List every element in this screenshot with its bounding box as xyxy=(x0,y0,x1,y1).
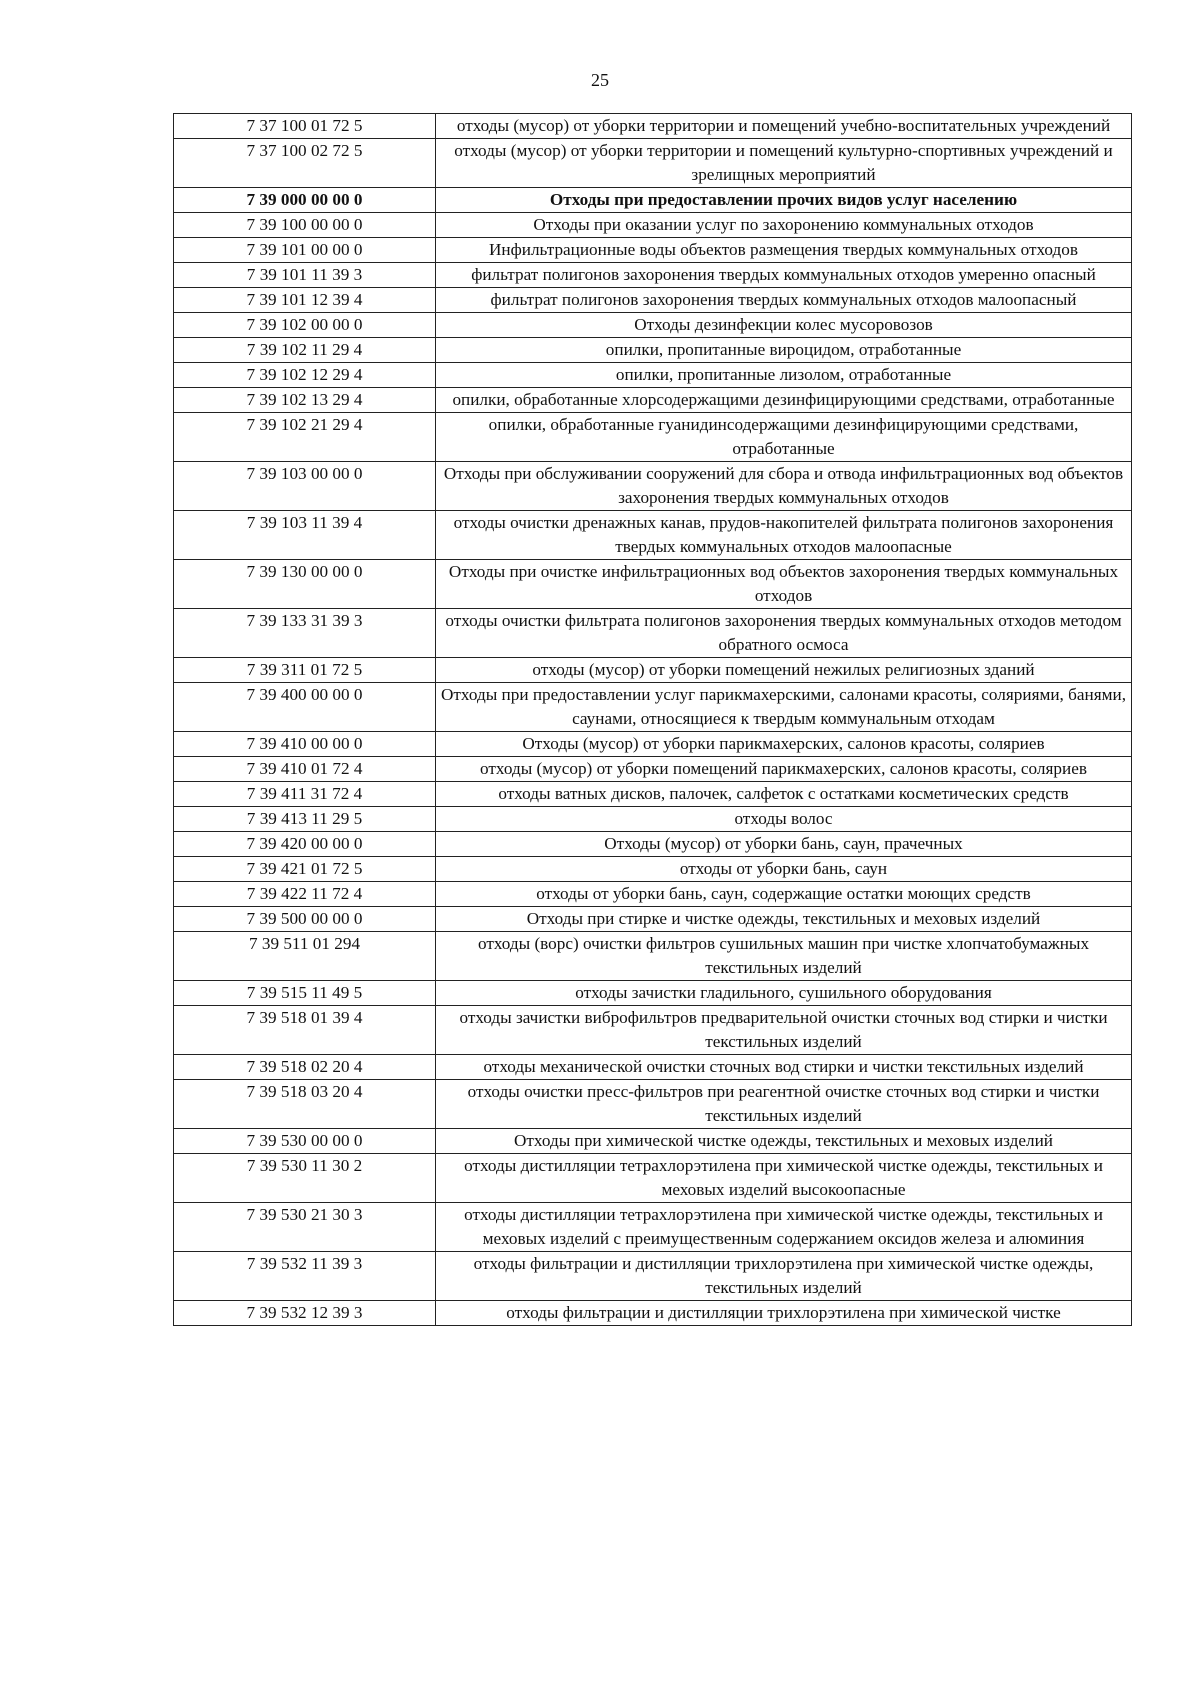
waste-code-cell: 7 39 411 31 72 4 xyxy=(174,782,436,807)
table-row xyxy=(174,560,1132,609)
waste-code-cell: 7 39 413 11 29 5 xyxy=(174,807,436,832)
waste-code-cell: 7 37 100 02 72 5 xyxy=(174,139,436,188)
waste-description-cell: отходы (мусор) от уборки помещений парикмахерских, салонов красоты, соляриев xyxy=(436,757,1132,782)
waste-description-cell: опилки, пропитанные вироцидом, отработанные xyxy=(436,338,1132,363)
waste-classification-table xyxy=(173,113,1132,1326)
waste-code-cell: 7 39 500 00 00 0 xyxy=(174,907,436,932)
table-body xyxy=(174,114,1132,1326)
waste-description-cell: отходы дистилляции тетрахлорэтилена при химической чистке одежды, текстильных и меховых изделий высокоопасные xyxy=(436,1154,1132,1203)
waste-description-cell: отходы зачистки виброфильтров предварительной очистки сточных вод стирки и чистки текстильных изделий xyxy=(436,1006,1132,1055)
waste-code-cell: 7 39 515 11 49 5 xyxy=(174,981,436,1006)
waste-code-cell: 7 39 102 21 29 4 xyxy=(174,413,436,462)
waste-code-cell: 7 39 518 03 20 4 xyxy=(174,1080,436,1129)
table-row xyxy=(174,139,1132,188)
table-row xyxy=(174,932,1132,981)
waste-code-cell: 7 39 130 00 00 0 xyxy=(174,560,436,609)
waste-description-cell: отходы (мусор) от уборки территории и помещений культурно-спортивных учреждений и зрелищных мероприятий xyxy=(436,139,1132,188)
waste-code-cell: 7 39 102 00 00 0 xyxy=(174,313,436,338)
waste-description-cell: Инфильтрационные воды объектов размещения твердых коммунальных отходов xyxy=(436,238,1132,263)
table-row xyxy=(174,1154,1132,1203)
table-row xyxy=(174,114,1132,139)
waste-code-cell: 7 39 530 00 00 0 xyxy=(174,1129,436,1154)
waste-code-cell: 7 39 532 11 39 3 xyxy=(174,1252,436,1301)
waste-description-cell: Отходы (мусор) от уборки бань, саун, прачечных xyxy=(436,832,1132,857)
waste-description-cell: Отходы при оказании услуг по захоронению коммунальных отходов xyxy=(436,213,1132,238)
waste-code-cell: 7 39 101 12 39 4 xyxy=(174,288,436,313)
waste-code-cell: 7 39 518 02 20 4 xyxy=(174,1055,436,1080)
waste-description-cell: отходы от уборки бань, саун xyxy=(436,857,1132,882)
table-row xyxy=(174,238,1132,263)
waste-code-cell: 7 39 422 11 72 4 xyxy=(174,882,436,907)
waste-code-cell: 7 39 410 00 00 0 xyxy=(174,732,436,757)
table-row xyxy=(174,213,1132,238)
waste-code-cell: 7 39 100 00 00 0 xyxy=(174,213,436,238)
waste-description-cell: отходы дистилляции тетрахлорэтилена при химической чистке одежды, текстильных и меховых изделий с преимущественным содержанием оксидов железа и алюминия xyxy=(436,1203,1132,1252)
table-row xyxy=(174,907,1132,932)
waste-description-cell: фильтрат полигонов захоронения твердых коммунальных отходов умеренно опасный xyxy=(436,263,1132,288)
waste-description-cell: отходы ватных дисков, палочек, салфеток с остатками косметических средств xyxy=(436,782,1132,807)
table-row xyxy=(174,1006,1132,1055)
table-row xyxy=(174,683,1132,732)
table-row xyxy=(174,338,1132,363)
table-row xyxy=(174,1203,1132,1252)
waste-code-cell: 7 39 000 00 00 0 xyxy=(174,188,436,213)
waste-description-cell: отходы фильтрации и дистилляции трихлорэтилена при химической чистке xyxy=(436,1301,1132,1326)
waste-code-cell: 7 37 100 01 72 5 xyxy=(174,114,436,139)
waste-code-cell: 7 39 103 11 39 4 xyxy=(174,511,436,560)
table-row xyxy=(174,288,1132,313)
waste-description-cell: опилки, обработанные гуанидинсодержащими дезинфицирующими средствами, отработанные xyxy=(436,413,1132,462)
waste-code-cell: 7 39 511 01 294 xyxy=(174,932,436,981)
waste-description-cell: опилки, обработанные хлорсодержащими дезинфицирующими средствами, отработанные xyxy=(436,388,1132,413)
waste-description-cell: Отходы при стирке и чистке одежды, текстильных и меховых изделий xyxy=(436,907,1132,932)
waste-code-cell: 7 39 101 11 39 3 xyxy=(174,263,436,288)
table-row xyxy=(174,857,1132,882)
waste-code-cell: 7 39 421 01 72 5 xyxy=(174,857,436,882)
table-row xyxy=(174,832,1132,857)
table-row xyxy=(174,462,1132,511)
waste-code-cell: 7 39 530 21 30 3 xyxy=(174,1203,436,1252)
table-row xyxy=(174,609,1132,658)
waste-description-cell: отходы от уборки бань, саун, содержащие остатки моющих средств xyxy=(436,882,1132,907)
waste-code-cell: 7 39 420 00 00 0 xyxy=(174,832,436,857)
table-row xyxy=(174,263,1132,288)
waste-description-cell: опилки, пропитанные лизолом, отработанные xyxy=(436,363,1132,388)
page-number: 25 xyxy=(591,70,609,90)
table-row xyxy=(174,1055,1132,1080)
waste-code-cell: 7 39 103 00 00 0 xyxy=(174,462,436,511)
table-row xyxy=(174,757,1132,782)
waste-code-cell: 7 39 400 00 00 0 xyxy=(174,683,436,732)
table-row xyxy=(174,882,1132,907)
waste-code-cell: 7 39 532 12 39 3 xyxy=(174,1301,436,1326)
waste-description-cell: Отходы при предоставлении прочих видов услуг населению xyxy=(436,188,1132,213)
table-row xyxy=(174,1252,1132,1301)
waste-description-cell: фильтрат полигонов захоронения твердых коммунальных отходов малоопасный xyxy=(436,288,1132,313)
waste-code-cell: 7 39 101 00 00 0 xyxy=(174,238,436,263)
waste-description-cell: Отходы при обслуживании сооружений для сбора и отвода инфильтрационных вод объектов захоронения твердых коммунальных отходов xyxy=(436,462,1132,511)
table-row xyxy=(174,388,1132,413)
table-row xyxy=(174,981,1132,1006)
waste-description-cell: отходы волос xyxy=(436,807,1132,832)
waste-code-cell: 7 39 311 01 72 5 xyxy=(174,658,436,683)
waste-description-cell: Отходы при очистке инфильтрационных вод объектов захоронения твердых коммунальных отходов xyxy=(436,560,1132,609)
waste-code-cell: 7 39 530 11 30 2 xyxy=(174,1154,436,1203)
table-row xyxy=(174,732,1132,757)
table-row xyxy=(174,1129,1132,1154)
waste-code-cell: 7 39 410 01 72 4 xyxy=(174,757,436,782)
table-row xyxy=(174,1080,1132,1129)
waste-description-cell: отходы очистки дренажных канав, прудов-накопителей фильтрата полигонов захоронения твердых коммунальных отходов малоопасные xyxy=(436,511,1132,560)
waste-description-cell: отходы (мусор) от уборки помещений нежилых религиозных зданий xyxy=(436,658,1132,683)
waste-description-cell: отходы фильтрации и дистилляции трихлорэтилена при химической чистке одежды, текстильных изделий xyxy=(436,1252,1132,1301)
waste-description-cell: отходы (мусор) от уборки территории и помещений учебно-воспитательных учреждений xyxy=(436,114,1132,139)
waste-description-cell: отходы зачистки гладильного, сушильного оборудования xyxy=(436,981,1132,1006)
waste-code-cell: 7 39 133 31 39 3 xyxy=(174,609,436,658)
table-row xyxy=(174,313,1132,338)
waste-description-cell: отходы механической очистки сточных вод стирки и чистки текстильных изделий xyxy=(436,1055,1132,1080)
waste-description-cell: Отходы при предоставлении услуг парикмахерскими, салонами красоты, соляриями, банями, саунами, относящиеся к твердым коммунальным отходам xyxy=(436,683,1132,732)
waste-description-cell: отходы очистки фильтрата полигонов захоронения твердых коммунальных отходов методом обратного осмоса xyxy=(436,609,1132,658)
waste-description-cell: отходы (ворс) очистки фильтров сушильных машин при чистке хлопчатобумажных текстильных изделий xyxy=(436,932,1132,981)
table-row xyxy=(174,807,1132,832)
waste-description-cell: Отходы (мусор) от уборки парикмахерских, салонов красоты, соляриев xyxy=(436,732,1132,757)
waste-code-cell: 7 39 102 12 29 4 xyxy=(174,363,436,388)
table-row xyxy=(174,658,1132,683)
waste-description-cell: отходы очистки пресс-фильтров при реагентной очистке сточных вод стирки и чистки текстильных изделий xyxy=(436,1080,1132,1129)
waste-code-cell: 7 39 102 11 29 4 xyxy=(174,338,436,363)
table-row xyxy=(174,1301,1132,1326)
waste-description-cell: Отходы дезинфекции колес мусоровозов xyxy=(436,313,1132,338)
table-row xyxy=(174,782,1132,807)
waste-code-cell: 7 39 518 01 39 4 xyxy=(174,1006,436,1055)
table-row xyxy=(174,413,1132,462)
waste-code-cell: 7 39 102 13 29 4 xyxy=(174,388,436,413)
table-row xyxy=(174,363,1132,388)
waste-description-cell: Отходы при химической чистке одежды, текстильных и меховых изделий xyxy=(436,1129,1132,1154)
table-row xyxy=(174,511,1132,560)
table-row xyxy=(174,188,1132,213)
